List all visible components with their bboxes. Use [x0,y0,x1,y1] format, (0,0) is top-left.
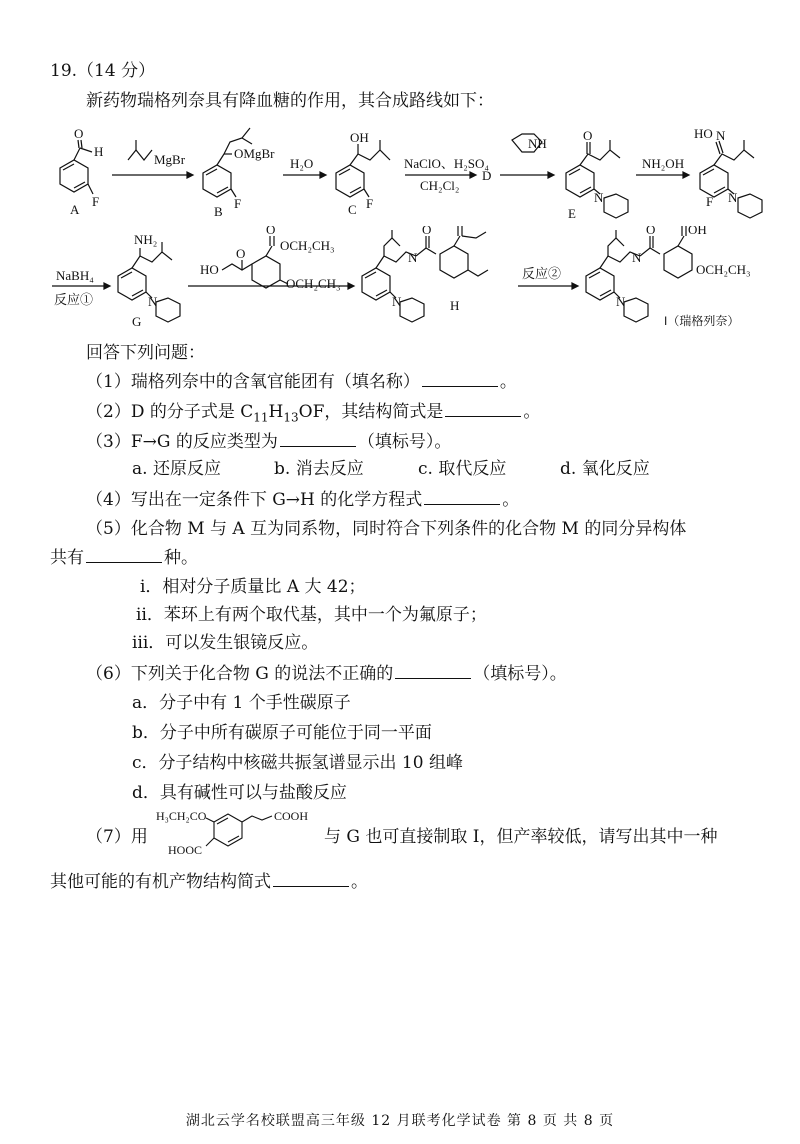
q3-option-d[interactable]: d. 氧化反应 [560,459,650,479]
atom-n-i: N [632,250,642,265]
q6-option-b[interactable]: b．分子中所有碳原子可能位于同一平面 [132,723,432,743]
question-3 [86,430,451,453]
atom-n-e: N [594,190,604,205]
reaction-2: 反应② [522,266,562,281]
label-g: G [132,314,142,329]
atom-aldehyde-h: H [94,144,104,159]
atom-omgbr: OMgBr [234,146,275,161]
q5-condition-3: ⅲ．可以发生银镜反应。 [132,633,319,653]
atom-amide-o-h: O [422,226,432,237]
q3-option-a[interactable]: a. 还原反应 [132,459,221,479]
q3-end: （填标号）。 [357,432,452,452]
q2-mid-2: OF，其结构简式是 [298,402,444,422]
q5-condition-2: ⅱ．苯环上有两个取代基，其中一个为氟原子； [136,605,487,625]
atom-aldehyde-o: O [74,126,84,141]
q3-blank[interactable] [280,430,356,447]
atom-n-pip-i: N [616,294,626,309]
label-h: H [450,298,460,313]
atom-ho-acid: HO [200,262,219,277]
atom-f-f: F [706,194,714,209]
label-b: B [214,204,223,219]
q2-sub-1: 11 [253,410,269,425]
q6-option-c[interactable]: c．分子结构中核磁共振氢谱显示出 10 组峰 [132,753,463,773]
atom-nh: NH [528,136,547,151]
reagent-oxidant: NaClO、H₂SO₄ [404,156,489,171]
q7-blank[interactable] [273,870,349,887]
atom-n-h: N [408,250,418,265]
q2-pre: （2）D 的分子式是 C [86,402,254,422]
q5-pre: 共有 [50,548,84,568]
q1-text: （1）瑞格列奈中的含氧官能团有（填名称） [86,372,420,392]
label-d: D [482,168,492,183]
q2-mid-1: H [268,402,284,422]
q7-molecule [152,808,322,868]
q4-text: （4）写出在一定条件下 G→H 的化学方程式 [86,490,423,510]
q6-option-d[interactable]: d．具有碱性可以与盐酸反应 [132,783,347,803]
atom-cooh-oh: OH [688,226,707,237]
reagent-grignard: MgBr [154,152,186,167]
q7-pre: （7）用 [86,827,148,847]
q5-line-1: （5）化合物 M 与 A 互为同系物，同时符合下列条件的化合物 M 的同分异构体 [86,519,687,539]
atom-n-g: N [148,294,158,309]
page-footer: 湖北云学名校联盟高三年级 12 月联考化学试卷 第 8 页 共 8 页 [185,1113,615,1129]
ether-label-i: OCH₂CH₃ [696,262,751,277]
q1-end: 。 [499,372,517,392]
q2-blank[interactable] [445,400,521,417]
question-number: 19.（14 分） [50,61,156,81]
ether-label: OCH₂CH₃ [286,276,341,291]
question-6 [86,662,567,685]
atom-oxime-ho: HO [694,126,713,141]
q5-blank[interactable] [86,546,162,563]
q6-blank[interactable] [395,662,471,679]
answer-intro: 回答下列问题： [86,343,205,363]
q5-condition-1: ⅰ．相对分子质量比 A 大 42； [140,577,366,597]
atom-ketone-o: O [583,128,593,143]
atom-f-c: F [366,196,374,211]
q7-end: 。 [351,872,368,892]
question-2 [86,400,540,428]
q5-end: 种。 [164,548,198,568]
q1-blank[interactable] [422,370,498,387]
reaction-1: 反应① [54,292,94,307]
q7-mol-top: H₃CH₂CO [156,809,207,823]
atom-ester-o: O [266,226,276,237]
reagent-solvent: CH₂Cl₂ [420,178,460,193]
q3-option-b[interactable]: b. 消去反应 [274,459,364,479]
q5-line-2 [50,546,198,569]
reagent-h2o: H₂O [290,156,314,171]
q6-text: （6）下列关于化合物 G 的说法不正确的 [86,664,394,684]
q3-text: （3）F→G 的反应类型为 [86,432,278,452]
atom-n-pip-h: N [392,294,402,309]
q4-blank[interactable] [424,488,500,505]
label-c: C [348,202,357,217]
label-e: E [568,206,576,221]
q2-sub-2: 13 [283,410,299,425]
ester-label: OCH₂CH₃ [280,238,335,253]
atom-f-b: F [234,196,242,211]
question-4 [86,488,519,511]
scheme-row-1 [0,118,800,228]
q6-end: （填标号）。 [473,664,567,684]
q2-end: 。 [523,402,541,422]
label-a: A [70,202,80,217]
atom-oh: OH [350,130,369,145]
question-intro: 新药物瑞格列奈具有降血糖的作用，其合成路线如下： [86,91,494,111]
q7-line-2-text: 其他可能的有机产物结构简式 [50,872,271,892]
reagent-nabh4: NaBH₄ [56,268,94,283]
q7-line-2 [50,870,368,893]
compound-a-ring [60,140,93,194]
reagent-nh2oh: NH₂OH [642,156,685,171]
q4-end: 。 [502,490,520,510]
atom-oxime-n: N [716,128,726,143]
atom-nh2: NH₂ [134,232,158,247]
atom-f-a: F [92,194,100,209]
question-1 [86,370,517,393]
atom-n-f: N [728,190,738,205]
q7-mol-bottom: HOOC [168,843,203,857]
atom-amide-o-i: O [646,226,656,237]
q3-option-c[interactable]: c. 取代反应 [418,459,507,479]
q7-mol-acid: COOH [274,809,309,823]
atom-acid-o: O [236,246,246,261]
q6-option-a[interactable]: a．分子中有 1 个手性碳原子 [132,693,351,713]
label-i: I（瑞格列奈） [664,314,740,328]
q7-post: 与 G 也可直接制取 I，但产率较低，请写出其中一种 [324,827,718,847]
